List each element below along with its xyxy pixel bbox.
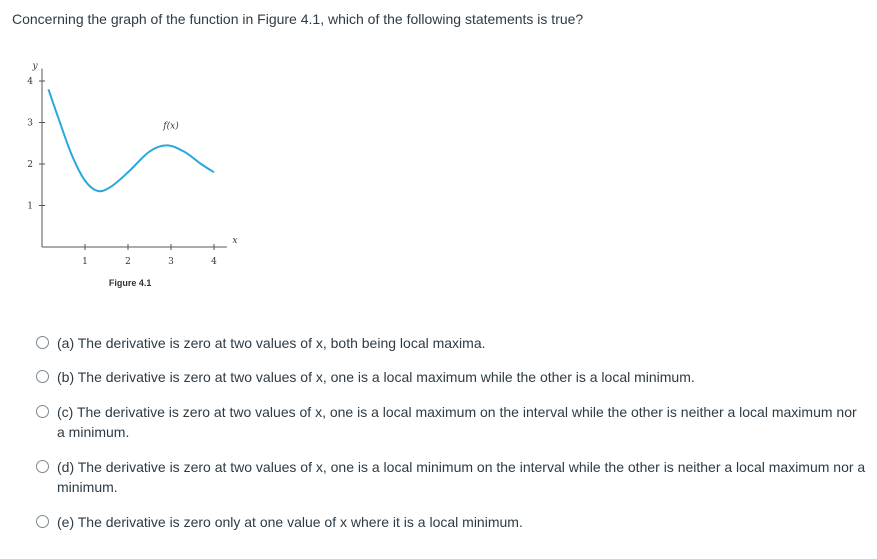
curve-label: f(x) [163, 121, 179, 132]
chart-ticks [27, 77, 217, 267]
option-d[interactable] [36, 457, 866, 497]
option-b[interactable] [36, 367, 695, 387]
chart-labels [31, 62, 237, 288]
option-d-label: (d) The derivative is zero at two values of x, one is a local minimum on the interval while the other is neither a local maximum nor a minimum. [57, 459, 866, 495]
x-tick-label: 2 [125, 257, 131, 267]
series-line-0 [48, 89, 214, 191]
y-tick-label: 3 [27, 118, 33, 129]
x-tick-label: 4 [211, 257, 217, 267]
option-e[interactable] [36, 512, 523, 532]
option-c-label: (c) The derivative is zero at two values of x, one is a local maximum on the interval while the other is neither a local maximum nor a minimum. [57, 404, 857, 440]
radio-e[interactable] [36, 515, 49, 528]
x-tick-label: 3 [168, 257, 174, 267]
radio-b[interactable] [36, 370, 49, 383]
y-tick-label: 4 [27, 77, 33, 87]
radio-c[interactable] [36, 405, 49, 418]
chart-axes [42, 69, 227, 247]
radio-a[interactable] [36, 336, 49, 349]
y-tick-label: 2 [27, 160, 33, 170]
option-b-label: (b) The derivative is zero at two values of x, one is a local maximum while the other is a local minimum. [57, 369, 695, 385]
figure-caption: Figure 4.1 [108, 278, 152, 288]
x-axis-label: x [232, 236, 238, 246]
option-c[interactable] [36, 402, 866, 442]
option-a-label: (a) The derivative is zero at two values of x, both being local maxima. [57, 335, 486, 351]
option-e-label: (e) The derivative is zero only at one value of x where it is a local minimum. [57, 514, 523, 530]
x-tick-label: 1 [82, 257, 88, 267]
figure-4-1-chart [0, 40, 260, 300]
y-tick-label: 1 [27, 201, 33, 212]
y-axis-label: y [32, 61, 38, 72]
question-text: Concerning the graph of the function in Figure 4.1, which of the following statements is true? [12, 11, 584, 27]
radio-d[interactable] [36, 460, 49, 473]
chart-curve [48, 89, 214, 191]
option-a[interactable] [36, 333, 486, 353]
